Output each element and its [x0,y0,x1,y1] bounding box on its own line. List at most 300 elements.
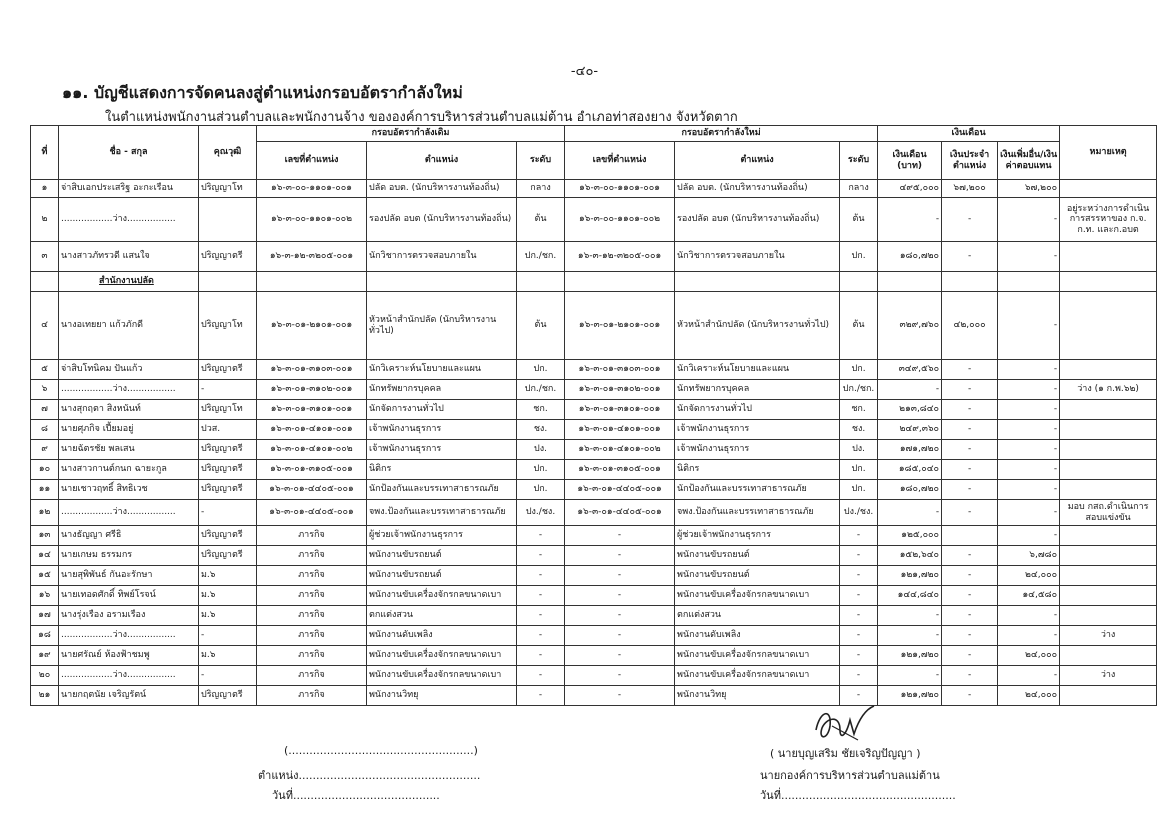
cell-new-pos-no: ๑๖-๓-๐๑-๓๑๐๒-๐๐๑ [565,380,675,400]
cell-new-position: จพง.ป้องกันและบรรเทาสาธารณภัย [675,500,840,526]
cell-level: - [517,666,565,686]
cell-extra: ๒๔,๐๐๐ [998,566,1060,586]
cell-extra: - [998,606,1060,626]
cell-position: เจ้าพนักงานธุรการ [367,420,517,440]
cell-new-position: พนักงานขับเครื่องจักรกลขนาดเบา [675,586,840,606]
cell-salary: ๓๔๙,๕๖๐ [878,360,942,380]
cell-name: นายฉัตรชัย พลเสน [59,440,199,460]
cell-position: หัวหน้าสำนักปลัด (นักบริหารงานทั่วไป) [367,292,517,360]
cell-new-pos-no: ๑๖-๓-๐๑-๔๑๐๑-๐๐๒ [565,440,675,460]
cell-allowance: ๔๒,๐๐๐ [942,292,998,360]
cell-no: ๒๐ [31,666,59,686]
cell-qual: ม.๖ [199,606,257,626]
cell-allowance: - [942,546,998,566]
cell-remark [1060,420,1157,440]
cell-remark [1060,586,1157,606]
cell-remark [1060,566,1157,586]
cell-new-level: - [840,646,878,666]
cell-pos-no: ภารกิจ [257,686,367,706]
table-row [31,292,1157,360]
left-position-line: ตำแหน่ง.................................................... [258,769,481,782]
cell-extra: - [998,626,1060,646]
cell-allowance: - [942,400,998,420]
cell-new-position: นิติกร [675,460,840,480]
cell-new-level: - [840,586,878,606]
cell-remark [1060,646,1157,666]
cell-pos-no: ภารกิจ [257,646,367,666]
empty-cell [998,272,1060,292]
cell-qual: ปริญญาตรี [199,360,257,380]
cell-new-level: ปง. [840,440,878,460]
header-salary [878,142,942,180]
cell-allowance: - [942,440,998,460]
cell-position: จพง.ป้องกันและบรรเทาสาธารณภัย [367,500,517,526]
cell-no: ๑๒ [31,500,59,526]
cell-pos-no: ๑๖-๓-๐๑-๔๔๐๕-๐๐๑ [257,480,367,500]
cell-salary: ๑๔๔,๘๔๐ [878,586,942,606]
header-salary-unit: (บาท) [897,160,923,171]
cell-qual: - [199,626,257,646]
cell-name: ..................ว่าง................. [59,626,199,646]
empty-cell [517,272,565,292]
cell-name: นายเทอดศักดิ์ ทิพย์โรจน์ [59,586,199,606]
cell-position: นักวิชาการตรวจสอบภายใน [367,242,517,272]
table-row [31,242,1157,272]
cell-level: ปก./ชก. [517,242,565,272]
cell-new-position: พนักงานขับเครื่องจักรกลขนาดเบา [675,666,840,686]
cell-level: ชก. [517,400,565,420]
cell-new-pos-no: - [565,606,675,626]
cell-remark: มอบ กสถ.ดำเนินการสอบแข่งขัน [1060,500,1157,526]
cell-qual: - [199,380,257,400]
cell-remark [1060,480,1157,500]
cell-salary: ๑๒๕,๐๐๐ [878,526,942,546]
cell-new-position: เจ้าพนักงานธุรการ [675,440,840,460]
cell-name: ..................ว่าง................. [59,198,199,242]
cell-allowance: - [942,420,998,440]
header-new-pos-no: เลขที่ตำแหน่ง [565,142,675,180]
cell-extra: - [998,242,1060,272]
cell-name: นายกฤตนัย เจริญรัตน์ [59,686,199,706]
cell-qual: ปวส. [199,420,257,440]
cell-remark: ว่าง [1060,666,1157,686]
cell-new-pos-no: - [565,586,675,606]
cell-new-level: - [840,686,878,706]
cell-new-level: ต้น [840,198,878,242]
cell-name: นายเกษม ธรรมกร [59,546,199,566]
header-level: ระดับ [517,142,565,180]
cell-no: ๔ [31,292,59,360]
right-signer-position: นายกองค์การบริหารส่วนตำบลแม่ต้าน [760,769,940,782]
cell-new-level: ต้น [840,292,878,360]
cell-allowance: ๖๗,๒๐๐ [942,180,998,198]
cell-salary: ๔๙๕,๐๐๐ [878,180,942,198]
cell-remark [1060,686,1157,706]
empty-cell [675,272,840,292]
cell-remark: อยู่ระหว่างการดำเนินการสรรหาของ ก.จ. ก.ท. และก.อบต [1060,198,1157,242]
cell-salary: - [878,500,942,526]
cell-new-pos-no: - [565,546,675,566]
cell-new-position: นักวิชาการตรวจสอบภายใน [675,242,840,272]
cell-extra: - [998,666,1060,686]
cell-extra: - [998,480,1060,500]
header-extra-sub: ค่าตอบแทน [1005,160,1052,171]
table-row [31,586,1157,606]
cell-salary: ๑๒๑,๗๒๐ [878,566,942,586]
cell-no: ๕ [31,360,59,380]
header-qualification: คุณวุฒิ [199,126,257,180]
cell-new-position: นักทรัพยากรบุคคล [675,380,840,400]
table-row [31,480,1157,500]
cell-qual: - [199,666,257,686]
cell-pos-no: ๑๖-๓-๐๑-๓๑๐๕-๐๐๑ [257,460,367,480]
cell-salary: ๑๘๐,๗๒๐ [878,242,942,272]
cell-extra: - [998,380,1060,400]
cell-level: ปก. [517,460,565,480]
cell-qual: ปริญญาโท [199,292,257,360]
cell-no: ๑๘ [31,626,59,646]
table-body [31,180,1157,706]
cell-position: พนักงานขับเครื่องจักรกลขนาดเบา [367,646,517,666]
cell-pos-no: ๑๖-๓-๐๑-๓๑๐๒-๐๐๑ [257,380,367,400]
cell-pos-no: ภารกิจ [257,546,367,566]
cell-new-pos-no: ๑๖-๓-๐๐-๑๑๐๑-๐๐๑ [565,180,675,198]
table-row [31,380,1157,400]
cell-remark [1060,242,1157,272]
document-subtitle: ในตำแหน่งพนักงานส่วนตำบลและพนักงานจ้าง ขององค์การบริหารส่วนตำบลแม่ต้าน อำเภอท่าสองยาง จังหวัดตาก [105,110,738,125]
cell-new-level: ปก. [840,360,878,380]
cell-name: นายศรัณย์ ห้องฟ้าชมพู [59,646,199,666]
cell-position: นักทรัพยากรบุคคล [367,380,517,400]
cell-no: ๖ [31,380,59,400]
cell-pos-no: ภารกิจ [257,666,367,686]
cell-pos-no: ๑๖-๓-๐๑-๒๑๐๑-๐๐๑ [257,292,367,360]
cell-position: พนักงานขับเครื่องจักรกลขนาดเบา [367,666,517,686]
cell-new-position: รองปลัด อบต (นักบริหารงานท้องถิ่น) [675,198,840,242]
cell-allowance: - [942,460,998,480]
table-row [31,666,1157,686]
cell-new-pos-no: ๑๖-๓-๐๑-๔๑๐๑-๐๐๑ [565,420,675,440]
empty-cell [199,272,257,292]
cell-remark [1060,292,1157,360]
cell-new-level: - [840,606,878,626]
cell-pos-no: ๑๖-๓-๐๑-๓๑๐๑-๐๐๑ [257,400,367,420]
cell-extra: - [998,500,1060,526]
cell-level: - [517,626,565,646]
cell-level: ชง. [517,420,565,440]
cell-new-pos-no: ๑๖-๓-๑๒-๓๒๐๕-๐๐๑ [565,242,675,272]
cell-new-level: - [840,546,878,566]
cell-salary: ๒๔๙,๓๖๐ [878,420,942,440]
cell-level: ปก./ชก. [517,380,565,400]
cell-level: - [517,546,565,566]
header-allowance-sub: ตำแหน่ง [952,160,987,171]
cell-remark [1060,180,1157,198]
cell-remark [1060,526,1157,546]
cell-new-pos-no: - [565,686,675,706]
cell-remark [1060,460,1157,480]
cell-salary: ๑๘๐,๗๒๐ [878,480,942,500]
cell-no: ๒๑ [31,686,59,706]
cell-new-position: ผู้ช่วยเจ้าพนักงานธุรการ [675,526,840,546]
cell-allowance: - [942,480,998,500]
cell-new-position: นักจัดการงานทั่วไป [675,400,840,420]
cell-new-pos-no: ๑๖-๓-๐๐-๑๑๐๑-๐๐๒ [565,198,675,242]
cell-new-level: ชก. [840,400,878,420]
cell-new-position: พนักงานขับเครื่องจักรกลขนาดเบา [675,646,840,666]
cell-pos-no: ๑๖-๓-๐๑-๔๑๐๑-๐๐๑ [257,420,367,440]
cell-level: ปก. [517,360,565,380]
cell-salary: ๑๒๑,๗๒๐ [878,686,942,706]
cell-name: นางอเทยยา แก้วภักดี [59,292,199,360]
cell-new-pos-no: ๑๖-๓-๐๑-๓๑๐๓-๐๐๑ [565,360,675,380]
cell-no: ๑ [31,180,59,198]
table-row [31,566,1157,586]
cell-new-position: พนักงานดับเพลิง [675,626,840,646]
header-extra [998,142,1060,180]
cell-salary: - [878,626,942,646]
cell-allowance: - [942,360,998,380]
cell-remark [1060,606,1157,626]
cell-new-position: เจ้าพนักงานธุรการ [675,420,840,440]
cell-level: ปง. [517,440,565,460]
cell-no: ๒ [31,198,59,242]
cell-allowance: - [942,242,998,272]
cell-qual: ปริญญาตรี [199,686,257,706]
cell-no: ๗ [31,400,59,420]
cell-position: เจ้าพนักงานธุรการ [367,440,517,460]
cell-no: ๑๐ [31,460,59,480]
cell-salary: ๑๒๑,๗๒๐ [878,646,942,666]
cell-no: ๑๓ [31,526,59,546]
cell-new-position: นักวิเคราะห์นโยบายและแผน [675,360,840,380]
cell-allowance [942,526,998,546]
cell-pos-no: ๑๖-๓-๑๒-๓๒๐๕-๐๐๑ [257,242,367,272]
header-pos-no: เลขที่ตำแหน่ง [257,142,367,180]
cell-position: พนักงานดับเพลิง [367,626,517,646]
cell-extra: - [998,460,1060,480]
cell-new-position: พนักงานขับรถยนต์ [675,566,840,586]
cell-salary: - [878,198,942,242]
cell-new-level: ปก./ชก. [840,380,878,400]
table-row [31,400,1157,420]
cell-name: ..................ว่าง................. [59,666,199,686]
cell-level: กลาง [517,180,565,198]
cell-remark [1060,360,1157,380]
header-new-position: ตำแหน่ง [675,142,840,180]
cell-no: ๘ [31,420,59,440]
cell-new-level: ปง./ชง. [840,500,878,526]
cell-pos-no: ภารกิจ [257,606,367,626]
cell-pos-no: ภารกิจ [257,586,367,606]
table-row [31,180,1157,198]
cell-new-pos-no: ๑๖-๓-๐๑-๔๔๐๕-๐๐๑ [565,480,675,500]
cell-position: พนักงานขับรถยนต์ [367,546,517,566]
cell-extra: - [998,292,1060,360]
cell-new-pos-no: ๑๖-๓-๐๑-๔๔๐๕-๐๐๑ [565,500,675,526]
cell-position: รองปลัด อบต (นักบริหารงานท้องถิ่น) [367,198,517,242]
cell-qual: ปริญญาตรี [199,526,257,546]
cell-remark [1060,440,1157,460]
cell-new-level: ปก. [840,460,878,480]
empty-cell [942,272,998,292]
cell-level: - [517,566,565,586]
cell-allowance: - [942,606,998,626]
table-row [31,526,1157,546]
header-salary-group: เงินเดือน [878,126,1060,142]
cell-salary: - [878,380,942,400]
cell-salary: ๑๕๒,๖๔๐ [878,546,942,566]
header-old-structure: กรอบอัตรากำลังเดิม [257,126,565,142]
cell-new-level: ปก. [840,480,878,500]
cell-name: นางธัญญา ศรีธิ [59,526,199,546]
cell-position: พนักงานขับเครื่องจักรกลขนาดเบา [367,586,517,606]
staffing-table [30,125,1157,706]
table-row [31,198,1157,242]
cell-extra: - [998,198,1060,242]
cell-salary: - [878,606,942,626]
cell-allowance: - [942,380,998,400]
cell-qual: ปริญญาตรี [199,546,257,566]
empty-cell [878,272,942,292]
cell-salary: ๒๑๓,๘๔๐ [878,400,942,420]
cell-extra: ๒๔,๐๐๐ [998,686,1060,706]
cell-allowance: - [942,686,998,706]
cell-new-position: หัวหน้าสำนักปลัด (นักบริหารงานทั่วไป) [675,292,840,360]
empty-cell [257,272,367,292]
cell-allowance: - [942,566,998,586]
cell-new-pos-no: - [565,526,675,546]
cell-new-level: กลาง [840,180,878,198]
cell-position: นิติกร [367,460,517,480]
header-allowance-label: เงินประจำ [949,150,990,161]
cell-new-pos-no: ๑๖-๓-๐๑-๓๑๐๕-๐๐๑ [565,460,675,480]
cell-pos-no: ๑๖-๓-๐๐-๑๑๐๑-๐๐๒ [257,198,367,242]
cell-qual: ม.๖ [199,586,257,606]
cell-salary: ๑๘๕,๐๔๐ [878,460,942,480]
cell-qual: ปริญญาโท [199,400,257,420]
right-date-line: วันที่.................................................. [760,789,956,802]
cell-name: จ่าสิบเอกประเสริฐ อะกะเรือน [59,180,199,198]
cell-pos-no: ภารกิจ [257,526,367,546]
cell-qual: ปริญญาตรี [199,480,257,500]
header-position: ตำแหน่ง [367,142,517,180]
cell-no: ๑๕ [31,566,59,586]
header-allowance [942,142,998,180]
cell-name: นายศุภกิจ เปี้ยมอยู่ [59,420,199,440]
cell-no: ๓ [31,242,59,272]
cell-level: - [517,606,565,626]
cell-new-level: - [840,526,878,546]
cell-no: ๑๔ [31,546,59,566]
cell-new-pos-no: - [565,666,675,686]
cell-new-level: - [840,566,878,586]
cell-extra: - [998,360,1060,380]
cell-remark [1060,400,1157,420]
cell-level: - [517,526,565,546]
page-number: -๔๐- [570,64,599,79]
document-title: ๑๑. บัญชีแสดงการจัดคนลงสู่ตำแหน่งกรอบอัตรากำลังใหม่ [62,83,463,102]
cell-new-pos-no: ๑๖-๓-๐๑-๓๑๐๑-๐๐๑ [565,400,675,420]
cell-name: นายสุพิพันธ์ กันอะรักษา [59,566,199,586]
cell-new-pos-no: ๑๖-๓-๐๑-๒๑๐๑-๐๐๑ [565,292,675,360]
cell-salary: - [878,666,942,686]
cell-allowance: - [942,626,998,646]
cell-remark [1060,546,1157,566]
cell-no: ๑๑ [31,480,59,500]
cell-extra: - [998,420,1060,440]
cell-allowance: - [942,666,998,686]
cell-position: ผู้ช่วยเจ้าพนักงานธุรการ [367,526,517,546]
cell-name: นายเชาวฤทธิ์ สิทธิเวช [59,480,199,500]
cell-qual: ม.๖ [199,566,257,586]
cell-qual: ปริญญาตรี [199,440,257,460]
cell-position: นักจัดการงานทั่วไป [367,400,517,420]
cell-qual: - [199,500,257,526]
header-salary-label: เงินเดือน [892,150,927,161]
cell-qual: ม.๖ [199,646,257,666]
empty-cell [565,272,675,292]
table-row [31,420,1157,440]
cell-qual [199,198,257,242]
cell-pos-no: ภารกิจ [257,626,367,646]
cell-level: - [517,586,565,606]
cell-salary: ๑๗๑,๗๒๐ [878,440,942,460]
cell-level: ปก. [517,480,565,500]
section-label: สำนักงานปลัด [59,272,199,292]
cell-allowance: - [942,586,998,606]
cell-extra: - [998,400,1060,420]
table-row [31,440,1157,460]
cell-position: พนักงานขับรถยนต์ [367,566,517,586]
cell-position: ตกแต่งสวน [367,606,517,626]
left-date-line: วันที่.......................................... [272,789,440,802]
cell-name: นางสุกฤตา สิงหนันท์ [59,400,199,420]
cell-new-position: พนักงานขับรถยนต์ [675,546,840,566]
cell-position: นักวิเคราะห์นโยบายและแผน [367,360,517,380]
cell-qual: ปริญญาตรี [199,460,257,480]
cell-allowance: - [942,646,998,666]
section-row [31,272,1157,292]
header-name: ชื่อ - สกุล [59,126,199,180]
table-row [31,360,1157,380]
cell-pos-no: ๑๖-๓-๐๑-๓๑๐๓-๐๐๑ [257,360,367,380]
cell-allowance: - [942,500,998,526]
empty-cell [367,272,517,292]
cell-qual: ปริญญาโท [199,180,257,198]
cell-new-pos-no: - [565,566,675,586]
cell-name: นางสาวภัทรวดี แสนใจ [59,242,199,272]
cell-position: ปลัด อบต. (นักบริหารงานท้องถิ่น) [367,180,517,198]
right-signer-name: ( นายบุญเสริม ชัยเจริญปัญญา ) [770,747,921,760]
table-row [31,606,1157,626]
cell-extra: ๑๔,๕๘๐ [998,586,1060,606]
cell-position: นักป้องกันและบรรเทาสาธารณภัย [367,480,517,500]
cell-remark: ว่าง [1060,626,1157,646]
cell-position: พนักงานวิทยุ [367,686,517,706]
table-row [31,500,1157,526]
handwritten-signature [810,700,880,750]
header-remark: หมายเหตุ [1060,126,1157,180]
cell-no: ๑๖ [31,586,59,606]
cell-new-level: ปก. [840,242,878,272]
cell-pos-no: ภารกิจ [257,566,367,586]
cell-new-pos-no: - [565,626,675,646]
cell-pos-no: ๑๖-๓-๐๑-๔๑๐๑-๐๐๒ [257,440,367,460]
cell-extra: - [998,526,1060,546]
cell-level: ปง./ชง. [517,500,565,526]
table-row [31,626,1157,646]
